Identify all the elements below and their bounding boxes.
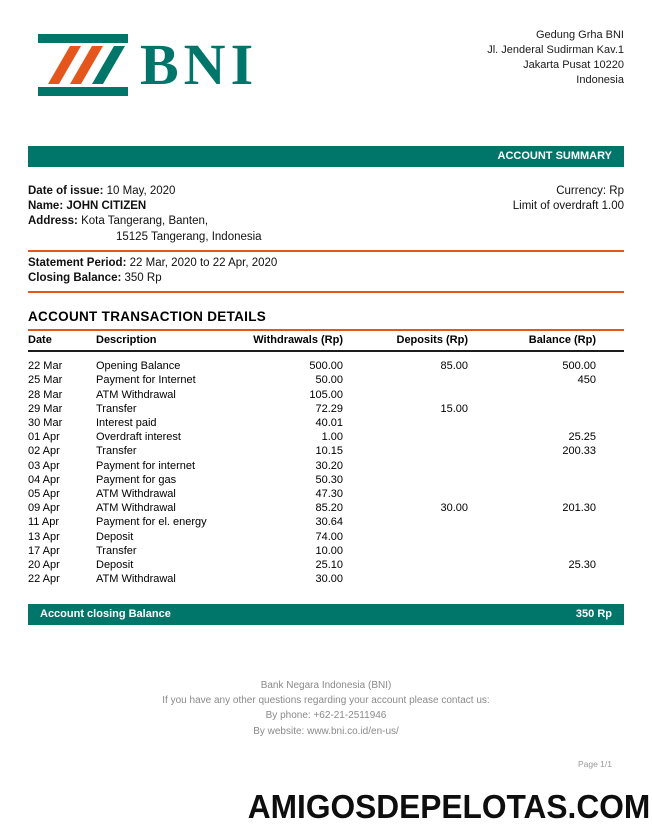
cell-date: 22 Apr [28,573,60,586]
cell-deposits [343,544,468,558]
closing-balance-row [28,271,624,286]
cell-date: 30 Mar [28,417,63,430]
table-row [28,487,624,501]
column-header-description: Description [96,331,248,351]
cell-date: 09 Apr [28,502,60,515]
cell-date: 28 Mar [28,388,63,401]
cell-deposits [343,558,468,572]
cell-description: Payment for Internet [96,374,196,387]
cell-deposits [343,487,468,501]
cell-withdrawals: 40.01 [315,417,343,430]
cell-description: Payment for internet [96,459,196,472]
cell-date: 17 Apr [28,544,60,557]
cell-balance: 200.33 [562,445,596,458]
cell-description: Transfer [96,402,137,415]
cell-withdrawals: 50.30 [315,473,343,486]
cell-date: 29 Mar [28,402,63,415]
cell-balance [468,388,624,402]
page-number: Page 1/1 [577,759,612,769]
cell-date: 20 Apr [28,559,60,572]
cell-balance: 25.30 [568,559,596,572]
cell-description: Transfer [96,445,137,458]
transaction-rows [28,351,624,586]
orange-divider [28,291,624,293]
table-row [28,530,624,544]
bni-logo-text: BNI [140,32,259,97]
transactions-title: ACCOUNT TRANSACTION DETAILS [28,309,267,325]
orange-divider [28,250,624,252]
cell-balance [468,402,624,416]
currency-label: Currency: [556,185,607,197]
cell-description: ATM Withdrawal [96,388,176,401]
bank-address-line: Gedung Grha BNI [535,29,624,41]
cell-withdrawals: 30.64 [315,516,343,529]
closing-bar-label: Account closing Balance [40,608,171,621]
cell-withdrawals: 74.00 [315,530,343,543]
table-row [28,515,624,529]
cell-deposits [343,459,468,473]
account-summary-bar [28,146,624,167]
closing-balance-value: 350 Rp [124,272,162,285]
cell-description: Deposit [96,559,134,572]
cell-balance [468,487,624,501]
cell-deposits [343,416,468,430]
name-value: JOHN CITIZEN [66,200,147,213]
cell-withdrawals: 10.00 [315,544,343,557]
currency-block [513,184,624,214]
cell-balance [468,416,624,430]
address-row [28,214,624,229]
footer [0,678,652,739]
address-line2: 15125 Tangerang, Indonesia [116,230,262,243]
table-row [28,402,624,416]
footer-phone: By phone: +62-21-2511946 [265,710,387,722]
summary-section [28,184,624,293]
cell-balance [468,515,624,529]
cell-withdrawals: 50.00 [315,374,343,387]
column-header-balance: Balance (Rp) [468,331,624,351]
cell-balance: 450 [577,374,596,387]
cell-deposits [343,430,468,444]
table-row [28,388,624,402]
bank-address [487,26,624,88]
cell-deposits [343,388,468,402]
cell-withdrawals: 25.10 [315,559,343,572]
header [0,0,652,96]
table-row [28,459,624,473]
cell-deposits [343,373,468,387]
cell-description: Opening Balance [96,360,181,373]
column-header-date: Date [28,331,96,351]
cell-withdrawals: 85.20 [315,502,343,515]
cell-withdrawals: 72.29 [315,402,343,415]
bni-logo [38,34,258,96]
footer-bank-name: Bank Negara Indonesia (BNI) [260,680,392,691]
currency-value: Rp [609,185,624,197]
statement-period-row [28,256,624,271]
closing-balance-label: Closing Balance: [28,272,122,285]
cell-withdrawals: 105.00 [309,388,343,401]
cell-description: ATM Withdrawal [96,502,176,515]
address-label: Address: [28,215,78,228]
column-header-deposits: Deposits (Rp) [343,331,468,351]
table-row [28,544,624,558]
cell-deposits [343,515,468,529]
cell-deposits: 85.00 [440,360,468,373]
cell-description: ATM Withdrawal [96,573,176,586]
cell-balance [468,544,624,558]
cell-deposits [343,572,468,586]
table-row [28,572,624,586]
cell-date: 02 Apr [28,445,60,458]
cell-description: Payment for el. energy [96,516,207,529]
cell-balance: 201.30 [562,502,596,515]
account-summary-title: ACCOUNT SUMMARY [497,150,612,162]
cell-deposits: 15.00 [440,402,468,415]
footer-contact-text: If you have any other questions regarding your account please contact us: [162,695,490,707]
cell-withdrawals: 500.00 [309,360,343,373]
cell-date: 25 Mar [28,374,63,387]
table-row [28,416,624,430]
table-row [28,351,624,373]
currency-row [513,184,624,199]
address-line1: Kota Tangerang, Banten, [81,215,209,228]
overdraft-limit: Limit of overdraft 1.00 [512,200,624,213]
cell-description: Payment for gas [96,473,177,486]
cell-deposits [343,444,468,458]
closing-bar-value: 350 Rp [575,608,612,621]
cell-date: 01 Apr [28,431,60,444]
date-of-issue-label: Date of issue: [28,185,104,197]
cell-withdrawals: 30.20 [315,459,343,472]
cell-date: 05 Apr [28,488,60,501]
statement-period-value: 22 Mar, 2020 to 22 Apr, 2020 [129,256,278,269]
cell-description: Interest paid [96,417,157,430]
cell-balance [468,473,624,487]
table-row [28,373,624,387]
bank-address-line: Jl. Jenderal Sudirman Kav.1 [487,44,624,56]
bni-symbol-icon [38,34,128,96]
cell-balance [468,459,624,473]
bank-address-line: Indonesia [576,74,624,86]
name-label: Name: [28,200,64,213]
table-header-row [28,331,624,351]
cell-description: Overdraft interest [96,431,181,444]
cell-withdrawals: 10.15 [315,445,343,458]
table-row [28,444,624,458]
cell-balance [468,572,624,586]
footer-website: By website: www.bni.co.id/en-us/ [253,725,399,737]
cell-description: Transfer [96,544,137,557]
table-row [28,558,624,572]
table-row [28,473,624,487]
cell-date: 13 Apr [28,530,60,543]
cell-withdrawals: 47.30 [315,488,343,501]
cell-deposits: 30.00 [440,502,468,515]
cell-withdrawals: 1.00 [321,431,343,444]
cell-date: 11 Apr [28,516,59,529]
bank-address-line: Jakarta Pusat 10220 [523,59,624,71]
cell-date: 03 Apr [28,459,60,472]
cell-balance: 25.25 [568,431,596,444]
cell-withdrawals: 30.00 [315,573,343,586]
cell-balance: 500.00 [562,360,596,373]
table-row [28,501,624,515]
date-of-issue-value: 10 May, 2020 [106,185,176,197]
cell-description: ATM Withdrawal [96,488,176,501]
account-closing-bar [28,604,624,625]
cell-deposits [343,530,468,544]
cell-description: Deposit [96,530,134,543]
column-header-withdrawals: Withdrawals (Rp) [248,331,343,351]
watermark-text: AMIGOSDEPELOTAS.COM [247,788,650,825]
cell-deposits [343,473,468,487]
table-row [28,430,624,444]
transactions-table [28,331,624,586]
statement-period-label: Statement Period: [28,256,127,269]
cell-date: 04 Apr [28,473,60,486]
cell-date: 22 Mar [28,360,63,373]
cell-balance [468,530,624,544]
